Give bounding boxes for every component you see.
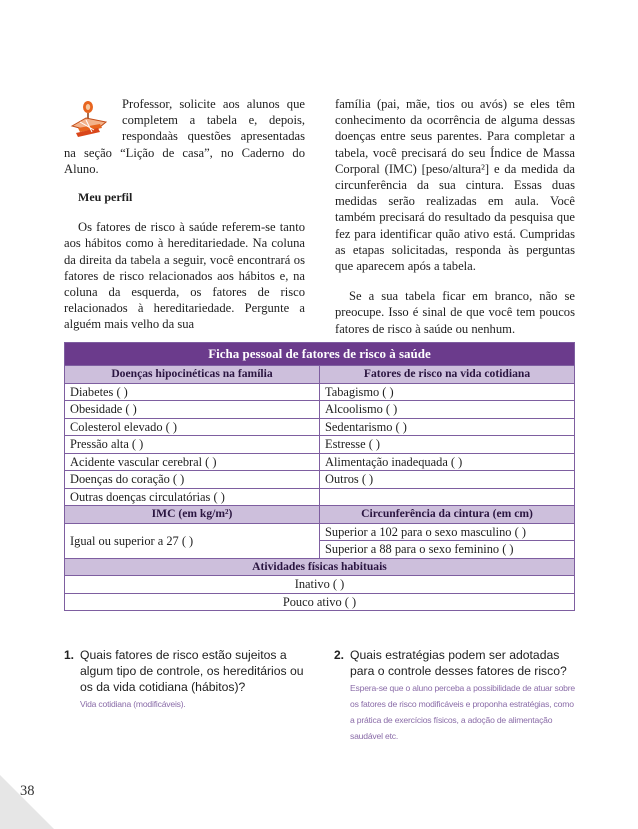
table-cell: Pressão alta ( ): [65, 436, 320, 454]
waist-female-cell: Superior a 88 para o sexo feminino ( ): [320, 541, 575, 559]
table-cell: Obesidade ( ): [65, 401, 320, 419]
table-row: [65, 593, 575, 611]
imc-cell: Igual ou superior a 27 ( ): [65, 523, 320, 558]
low-active-cell: Pouco ativo ( ): [65, 593, 575, 611]
answer-text: Espera-se que o aluno perceba a possibilidade de atuar sobre os fatores de risco modificáveis e proponha estratégias, como a prática de exercícios físicos, a adoção de alimentação saudável etc.: [350, 683, 575, 741]
inactive-cell: Inativo ( ): [65, 576, 575, 594]
question-number: 2.: [334, 648, 345, 662]
table-cell: Acidente vascular cerebral ( ): [65, 453, 320, 471]
subheading: Meu perfil: [78, 190, 133, 205]
left-column: [64, 96, 305, 333]
page-number: 38: [20, 783, 35, 799]
question-number: 1.: [64, 648, 75, 662]
table-row: [65, 471, 575, 489]
column-header-hereditary: Doenças hipocinéticas na família: [65, 366, 320, 384]
table-title: Ficha pessoal de fatores de risco à saúde: [65, 343, 575, 366]
question-text: Quais fatores de risco estão sujeitos a algum tipo de controle, os hereditários ou os da vida cotidiana (hábitos)?: [80, 648, 304, 694]
table-cell: Estresse ( ): [320, 436, 575, 454]
question-2: [334, 647, 576, 744]
table-cell: Doenças do coração ( ): [65, 471, 320, 489]
body-paragraph-continued: família (pai, mãe, tios ou avós) se eles têm conhecimento da ocorrência de alguma dessas doenças entre seus parentes. Para completar a tabela, você precisará do seu Índice de Massa Corporal (IMC) [peso/altura²] e da medida da circunferência da sua cintura. Essas duas medidas serão realizadas em aula. Você também precisará do resultado da pesquisa que fez para identificar quão ativo está. Cumpridas as etapas solicitadas, responda às perguntas que aparecem após a tabela.: [335, 97, 575, 274]
table-cell: [320, 488, 575, 506]
column-header-lifestyle: Fatores de risco na vida cotidiana: [320, 366, 575, 384]
table-cell: Alcoolismo ( ): [320, 401, 575, 419]
imc-header: IMC (em kg/m²): [65, 506, 320, 524]
table-row: [65, 383, 575, 401]
right-column: [335, 96, 575, 337]
waist-male-cell: Superior a 102 para o sexo masculino ( ): [320, 523, 575, 541]
table-row: [65, 436, 575, 454]
table-cell: Outros ( ): [320, 471, 575, 489]
table-cell: Alimentação inadequada ( ): [320, 453, 575, 471]
table-cell: Sedentarismo ( ): [320, 418, 575, 436]
table-row: [65, 401, 575, 419]
answer-text: Vida cotidiana (modificáveis).: [80, 699, 186, 709]
table-row: [65, 523, 575, 541]
waist-header: Circunferência da cintura (em cm): [320, 506, 575, 524]
table-cell: Outras doenças circulatórias ( ): [65, 488, 320, 506]
question-1: [64, 647, 306, 712]
teacher-note-icon: [64, 98, 118, 144]
teacher-note: Professor, solicite aos alunos que completem a tabela e, depois, respondaàs questões apresentadas na seção “Lição de casa”, no Caderno do Aluno.: [64, 97, 305, 176]
table-cell: Diabetes ( ): [65, 383, 320, 401]
table-row: [65, 576, 575, 594]
question-text: Quais estratégias podem ser adotadas para o controle desses fatores de risco?: [350, 648, 567, 678]
body-paragraph-note: Se a sua tabela ficar em branco, não se preocupe. Isso é sinal de que você tem poucos fatores de risco à saúde ou nenhum.: [335, 289, 575, 336]
table-cell: Colesterol elevado ( ): [65, 418, 320, 436]
table-row: [65, 453, 575, 471]
risk-factor-table: [64, 342, 575, 611]
body-paragraph: Os fatores de risco à saúde referem-se tanto aos hábitos como à hereditariedade. Na coluna da direita da tabela a seguir, você encontrará os fatores de risco relacionados aos hábitos e, na coluna da esquerda, os fatores de risco relacionados à hereditariedade. Pergunte a alguém mais velho da sua: [64, 220, 305, 332]
table-cell: Tabagismo ( ): [320, 383, 575, 401]
table-row: [65, 488, 575, 506]
table-row: [65, 418, 575, 436]
activity-header: Atividades físicas habituais: [65, 558, 575, 576]
